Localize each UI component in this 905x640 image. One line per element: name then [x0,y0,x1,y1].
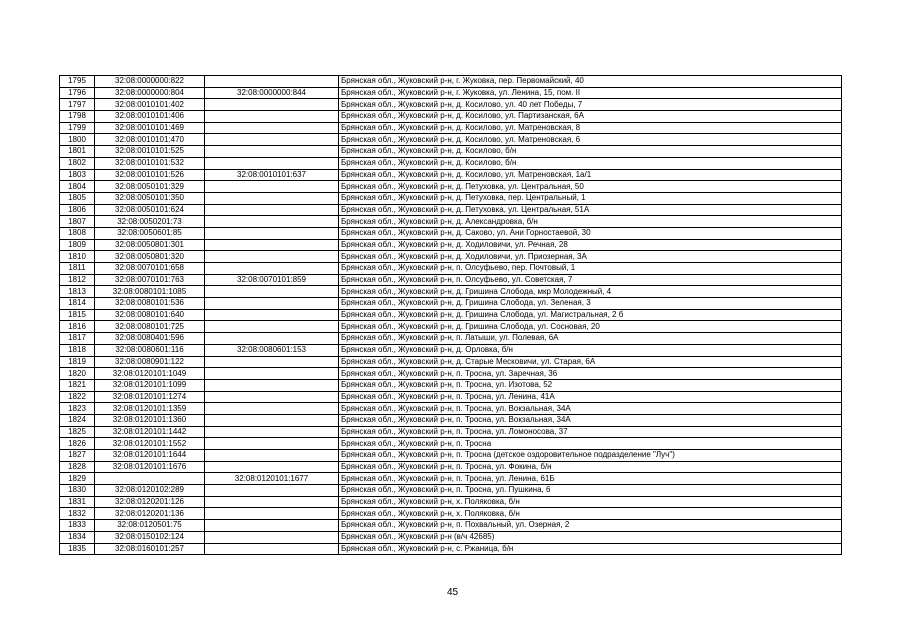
cadastral-number-cell: 32:08:0070101:658 [95,263,205,275]
cadastral-number-cell: 32:08:0000000:822 [95,76,205,88]
table-row [60,333,842,345]
parent-cadastral-number-cell: 32:08:0000000:844 [205,87,339,99]
address-cell: Брянская обл., Жуковский р-н, д. Косилово, ул. 40 лет Победы, 7 [339,99,842,111]
parent-cadastral-number-cell [205,321,339,333]
table-row [60,169,842,181]
row-number-cell: 1805 [60,192,95,204]
parent-cadastral-number-cell [205,122,339,134]
parent-cadastral-number-cell [205,485,339,497]
row-number-cell: 1813 [60,286,95,298]
cadastral-number-cell: 32:08:0050201:73 [95,216,205,228]
address-cell: Брянская обл., Жуковский р-н, д. Косилово, ул. Матреновская, 8 [339,122,842,134]
row-number-cell: 1815 [60,309,95,321]
row-number-cell: 1828 [60,461,95,473]
row-number-cell: 1807 [60,216,95,228]
table-row [60,204,842,216]
cadastral-number-cell: 32:08:0010101:470 [95,134,205,146]
address-cell: Брянская обл., Жуковский р-н, д. Косилово, ул. Матреновская, 1а/1 [339,169,842,181]
row-number-cell: 1808 [60,227,95,239]
parent-cadastral-number-cell [205,286,339,298]
table-row [60,146,842,158]
table-row [60,157,842,169]
parent-cadastral-number-cell: 32:08:0070101:859 [205,274,339,286]
address-cell: Брянская обл., Жуковский р-н, д. Гришина Слобода, ул. Зеленая, 3 [339,298,842,310]
cadastral-number-cell: 32:08:0010101:525 [95,146,205,158]
cadastral-number-cell: 32:08:0120201:126 [95,496,205,508]
table-row [60,391,842,403]
table-row [60,216,842,228]
table-row [60,403,842,415]
address-cell: Брянская обл., Жуковский р-н, п. Тросна, ул. Вокзальная, 34А [339,403,842,415]
parent-cadastral-number-cell [205,403,339,415]
address-cell: Брянская обл., Жуковский р-н, д. Гришина Слобода, мкр Молодежный, 4 [339,286,842,298]
row-number-cell: 1834 [60,531,95,543]
cadastral-number-cell: 32:08:0160101:257 [95,543,205,555]
row-number-cell: 1835 [60,543,95,555]
row-number-cell: 1816 [60,321,95,333]
cadastral-number-cell: 32:08:0000000:804 [95,87,205,99]
cadastral-number-cell: 32:08:0120101:1099 [95,379,205,391]
parent-cadastral-number-cell [205,134,339,146]
parent-cadastral-number-cell [205,496,339,508]
address-cell: Брянская обл., Жуковский р-н, п. Тросна [339,438,842,450]
address-cell: Брянская обл., Жуковский р-н, д. Ходиловичи, ул. Приозерная, 3А [339,251,842,263]
row-number-cell: 1800 [60,134,95,146]
row-number-cell: 1826 [60,438,95,450]
row-number-cell: 1825 [60,426,95,438]
parent-cadastral-number-cell [205,216,339,228]
table-row [60,321,842,333]
address-cell: Брянская обл., Жуковский р-н, п. Тросна, ул. Изотова, 52 [339,379,842,391]
table-row [60,227,842,239]
table-row [60,508,842,520]
table-row [60,426,842,438]
parent-cadastral-number-cell [205,204,339,216]
parent-cadastral-number-cell [205,368,339,380]
cadastral-number-cell: 32:08:0010101:526 [95,169,205,181]
parent-cadastral-number-cell [205,309,339,321]
address-cell: Брянская обл., Жуковский р-н, д. Орловка, б/н [339,344,842,356]
parent-cadastral-number-cell [205,356,339,368]
parent-cadastral-number-cell: 32:08:0080601:153 [205,344,339,356]
address-cell: Брянская обл., Жуковский р-н, д. Гришина Слобода, ул. Сосновая, 20 [339,321,842,333]
cadastral-number-cell: 32:08:0010101:402 [95,99,205,111]
row-number-cell: 1797 [60,99,95,111]
address-cell: Брянская обл., Жуковский р-н, х. Поляковка, б/н [339,496,842,508]
row-number-cell: 1818 [60,344,95,356]
cadastral-number-cell: 32:08:0120101:1552 [95,438,205,450]
page-number: 45 [446,587,459,598]
table-row [60,192,842,204]
cadastral-number-cell: 32:08:0050801:301 [95,239,205,251]
address-cell: Брянская обл., Жуковский р-н, д. Саково, ул. Ани Горностаевой, 30 [339,227,842,239]
cadastral-number-cell: 32:08:0080101:725 [95,321,205,333]
row-number-cell: 1803 [60,169,95,181]
parent-cadastral-number-cell [205,391,339,403]
row-number-cell: 1799 [60,122,95,134]
parent-cadastral-number-cell [205,157,339,169]
cadastral-number-cell: 32:08:0120201:136 [95,508,205,520]
address-cell: Брянская обл., Жуковский р-н, д. Косилово, б/н [339,157,842,169]
parent-cadastral-number-cell [205,438,339,450]
address-cell: Брянская обл., Жуковский р-н, д. Гришина Слобода, ул. Магистральная, 2 б [339,309,842,321]
table-body [60,76,842,555]
cadastral-number-cell: 32:08:0050801:320 [95,251,205,263]
table-row [60,122,842,134]
row-number-cell: 1820 [60,368,95,380]
row-number-cell: 1833 [60,520,95,532]
parent-cadastral-number-cell [205,192,339,204]
row-number-cell: 1812 [60,274,95,286]
address-cell: Брянская обл., Жуковский р-н, п. Тросна, ул. Заречная, 36 [339,368,842,380]
parent-cadastral-number-cell [205,111,339,123]
table-row [60,473,842,485]
table-row [60,263,842,275]
parent-cadastral-number-cell [205,298,339,310]
row-number-cell: 1810 [60,251,95,263]
parent-cadastral-number-cell [205,508,339,520]
cadastral-number-cell: 32:08:0080101:536 [95,298,205,310]
parent-cadastral-number-cell [205,520,339,532]
cadastral-number-cell: 32:08:0050101:350 [95,192,205,204]
parent-cadastral-number-cell [205,251,339,263]
row-number-cell: 1814 [60,298,95,310]
table-row [60,344,842,356]
row-number-cell: 1802 [60,157,95,169]
address-cell: Брянская обл., Жуковский р-н, п. Тросна (детское оздоровительное подразделение "Луч") [339,450,842,462]
parent-cadastral-number-cell [205,263,339,275]
row-number-cell: 1823 [60,403,95,415]
table-row [60,87,842,99]
parent-cadastral-number-cell [205,99,339,111]
address-cell: Брянская обл., Жуковский р-н, д. Старые Месковичи, ул. Старая, 6А [339,356,842,368]
cadastral-number-cell: 32:08:0120101:1676 [95,461,205,473]
row-number-cell: 1804 [60,181,95,193]
parent-cadastral-number-cell [205,181,339,193]
row-number-cell: 1821 [60,379,95,391]
table-row [60,76,842,88]
address-cell: Брянская обл., Жуковский р-н, д. Косилово, б/н [339,146,842,158]
address-cell: Брянская обл., Жуковский р-н, г. Жуковка, пер. Первомайский, 40 [339,76,842,88]
address-cell: Брянская обл., Жуковский р-н, д. Петуховка, пер. Центральный, 1 [339,192,842,204]
table-row [60,134,842,146]
row-number-cell: 1827 [60,450,95,462]
table-row [60,251,842,263]
cadastral-number-cell: 32:08:0080401:596 [95,333,205,345]
address-cell: Брянская обл., Жуковский р-н, п. Похвальный, ул. Озерная, 2 [339,520,842,532]
parent-cadastral-number-cell [205,426,339,438]
table-row [60,438,842,450]
row-number-cell: 1830 [60,485,95,497]
table-row [60,414,842,426]
address-cell: Брянская обл., Жуковский р-н, п. Тросна, ул. Ленина, 41А [339,391,842,403]
table-row [60,286,842,298]
table-row [60,461,842,473]
cadastral-number-cell: 32:08:0080101:640 [95,309,205,321]
cadastral-number-cell: 32:08:0050101:624 [95,204,205,216]
table-row [60,298,842,310]
row-number-cell: 1822 [60,391,95,403]
cadastral-number-cell: 32:08:0080101:1085 [95,286,205,298]
table-row [60,496,842,508]
table-row [60,111,842,123]
address-cell: Брянская обл., Жуковский р-н, д. Ходиловичи, ул. Речная, 28 [339,239,842,251]
parent-cadastral-number-cell [205,450,339,462]
table-row [60,450,842,462]
parent-cadastral-number-cell [205,333,339,345]
address-cell: Брянская обл., Жуковский р-н (в/ч 42685) [339,531,842,543]
cadastral-number-cell: 32:08:0120101:1644 [95,450,205,462]
table-row [60,274,842,286]
cadastral-number-cell: 32:08:0150102:124 [95,531,205,543]
cadastral-number-cell: 32:08:0010101:532 [95,157,205,169]
cadastral-number-cell: 32:08:0120101:1359 [95,403,205,415]
address-cell: Брянская обл., Жуковский р-н, д. Александровка, б/н [339,216,842,228]
cadastral-number-cell: 32:08:0120501:75 [95,520,205,532]
cadastral-number-cell: 32:08:0070101:763 [95,274,205,286]
row-number-cell: 1801 [60,146,95,158]
row-number-cell: 1798 [60,111,95,123]
parent-cadastral-number-cell [205,227,339,239]
row-number-cell: 1817 [60,333,95,345]
address-cell: Брянская обл., Жуковский р-н, п. Тросна, ул. Вокзальная, 34А [339,414,842,426]
property-table [59,75,842,555]
address-cell: Брянская обл., Жуковский р-н, п. Тросна, ул. Ломоносова, 37 [339,426,842,438]
address-cell: Брянская обл., Жуковский р-н, п. Олсуфьево, пер. Почтовый, 1 [339,263,842,275]
address-cell: Брянская обл., Жуковский р-н, д. Косилово, ул. Партизанская, 6А [339,111,842,123]
cadastral-number-cell: 32:08:0010101:469 [95,122,205,134]
cadastral-number-cell: 32:08:0120102:289 [95,485,205,497]
row-number-cell: 1832 [60,508,95,520]
cadastral-number-cell: 32:08:0050601:85 [95,227,205,239]
address-cell: Брянская обл., Жуковский р-н, д. Косилово, ул. Матреновская, 6 [339,134,842,146]
parent-cadastral-number-cell [205,239,339,251]
address-cell: Брянская обл., Жуковский р-н, п. Тросна, ул. Пушкина, 6 [339,485,842,497]
row-number-cell: 1831 [60,496,95,508]
address-cell: Брянская обл., Жуковский р-н, г. Жуковка, ул. Ленина, 15, пом. II [339,87,842,99]
parent-cadastral-number-cell [205,461,339,473]
address-cell: Брянская обл., Жуковский р-н, х. Поляковка, б/н [339,508,842,520]
table-row [60,543,842,555]
row-number-cell: 1806 [60,204,95,216]
table-row [60,99,842,111]
table-row [60,181,842,193]
address-cell: Брянская обл., Жуковский р-н, с. Ржаница, б/н [339,543,842,555]
row-number-cell: 1795 [60,76,95,88]
address-cell: Брянская обл., Жуковский р-н, п. Тросна, ул. Фокина, б/н [339,461,842,473]
address-cell: Брянская обл., Жуковский р-н, п. Олсуфьево, ул. Советская, 7 [339,274,842,286]
cadastral-number-cell [95,473,205,485]
cadastral-number-cell: 32:08:0120101:1442 [95,426,205,438]
cadastral-number-cell: 32:08:0010101:406 [95,111,205,123]
cadastral-number-cell: 32:08:0120101:1274 [95,391,205,403]
table-row [60,239,842,251]
parent-cadastral-number-cell [205,414,339,426]
row-number-cell: 1809 [60,239,95,251]
cadastral-number-cell: 32:08:0120101:1360 [95,414,205,426]
row-number-cell: 1824 [60,414,95,426]
parent-cadastral-number-cell [205,543,339,555]
cadastral-number-cell: 32:08:0120101:1049 [95,368,205,380]
address-cell: Брянская обл., Жуковский р-н, д. Петуховка, ул. Центральная, 51А [339,204,842,216]
parent-cadastral-number-cell: 32:08:0010101:637 [205,169,339,181]
cadastral-number-cell: 32:08:0080601:116 [95,344,205,356]
table-row [60,520,842,532]
parent-cadastral-number-cell [205,379,339,391]
address-cell: Брянская обл., Жуковский р-н, п. Тросна, ул. Ленина, 61Б [339,473,842,485]
cadastral-number-cell: 32:08:0080901:122 [95,356,205,368]
cadastral-number-cell: 32:08:0050101:329 [95,181,205,193]
table-row [60,485,842,497]
table-row [60,531,842,543]
table-row [60,309,842,321]
table-row [60,368,842,380]
row-number-cell: 1796 [60,87,95,99]
row-number-cell: 1829 [60,473,95,485]
parent-cadastral-number-cell [205,531,339,543]
row-number-cell: 1819 [60,356,95,368]
table-row [60,379,842,391]
address-cell: Брянская обл., Жуковский р-н, п. Латыши, ул. Полевая, 6А [339,333,842,345]
row-number-cell: 1811 [60,263,95,275]
parent-cadastral-number-cell [205,146,339,158]
table-row [60,356,842,368]
parent-cadastral-number-cell: 32:08:0120101:1677 [205,473,339,485]
address-cell: Брянская обл., Жуковский р-н, д. Петуховка, ул. Центральная, 50 [339,181,842,193]
parent-cadastral-number-cell [205,76,339,88]
